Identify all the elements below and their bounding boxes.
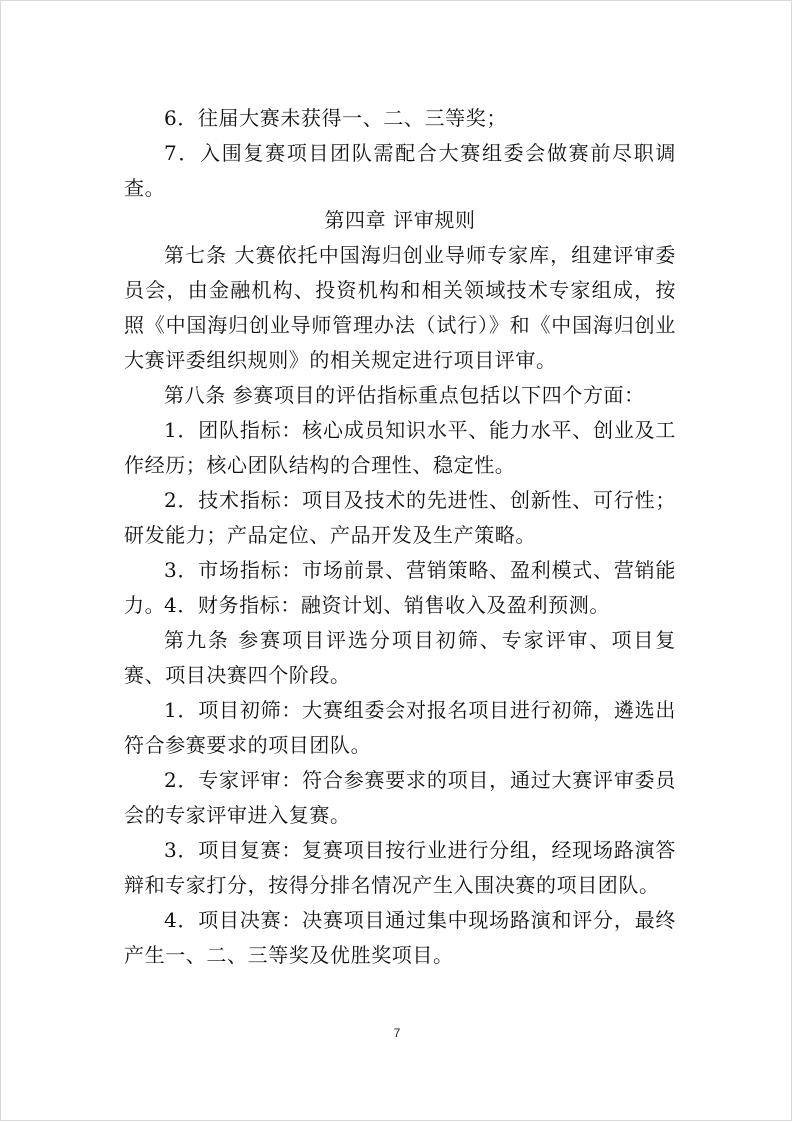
article-8: 第八条 参赛项目的评估指标重点包括以下四个方面： <box>164 383 645 407</box>
list-item-7: 7．入围复赛项目团队需配合大赛组委会做赛前尽职调查。 <box>124 141 676 200</box>
criterion-finance: 4．财务指标：融资计划、销售收入及盈利预测。 <box>164 593 610 617</box>
list-item-6: 6．往届大赛未获得一、二、三等奖； <box>164 106 507 130</box>
criterion-team: 1．团队指标：核心成员知识水平、能力水平、创业及工作经历；核心团队结构的合理性、稳定性。 <box>124 418 676 477</box>
stage-semifinal: 3．项目复赛：复赛项目按行业进行分组，经现场路演答辩和专家打分，按得分排名情况产生入围决赛的项目团队。 <box>124 838 676 897</box>
chapter-title: 第四章 评审规则 <box>324 208 476 232</box>
stage-final: 4．项目决赛：决赛项目通过集中现场路演和评分，最终产生一、二、三等奖及优胜奖项目。 <box>124 908 676 967</box>
criterion-technology: 2．技术指标：项目及技术的先进性、创新性、可行性；研发能力；产品定位、产品开发及生产策略。 <box>124 488 676 547</box>
article-9: 第九条 参赛项目评选分项目初筛、专家评审、项目复赛、项目决赛四个阶段。 <box>124 628 676 687</box>
stage-expert-review: 2．专家评审：符合参赛要求的项目，通过大赛评审委员会的专家评审进入复赛。 <box>124 768 676 827</box>
article-7: 第七条 大赛依托中国海归创业导师专家库，组建评审委员会，由金融机构、投资机构和相关领域技术专家组成，按照《中国海归创业导师管理办法（试行）》和《中国海归创业大赛评委组织规则》的相关规定进行项目评审。 <box>124 243 676 372</box>
criterion-market: 3．市场指标：市场前景、营销策略、盈利模式、营销能力。 <box>124 558 676 617</box>
stage-screening: 1．项目初筛：大赛组委会对报名项目进行初筛，遴选出符合参赛要求的项目团队。 <box>124 698 676 757</box>
page-number: 7 <box>393 1026 401 1040</box>
